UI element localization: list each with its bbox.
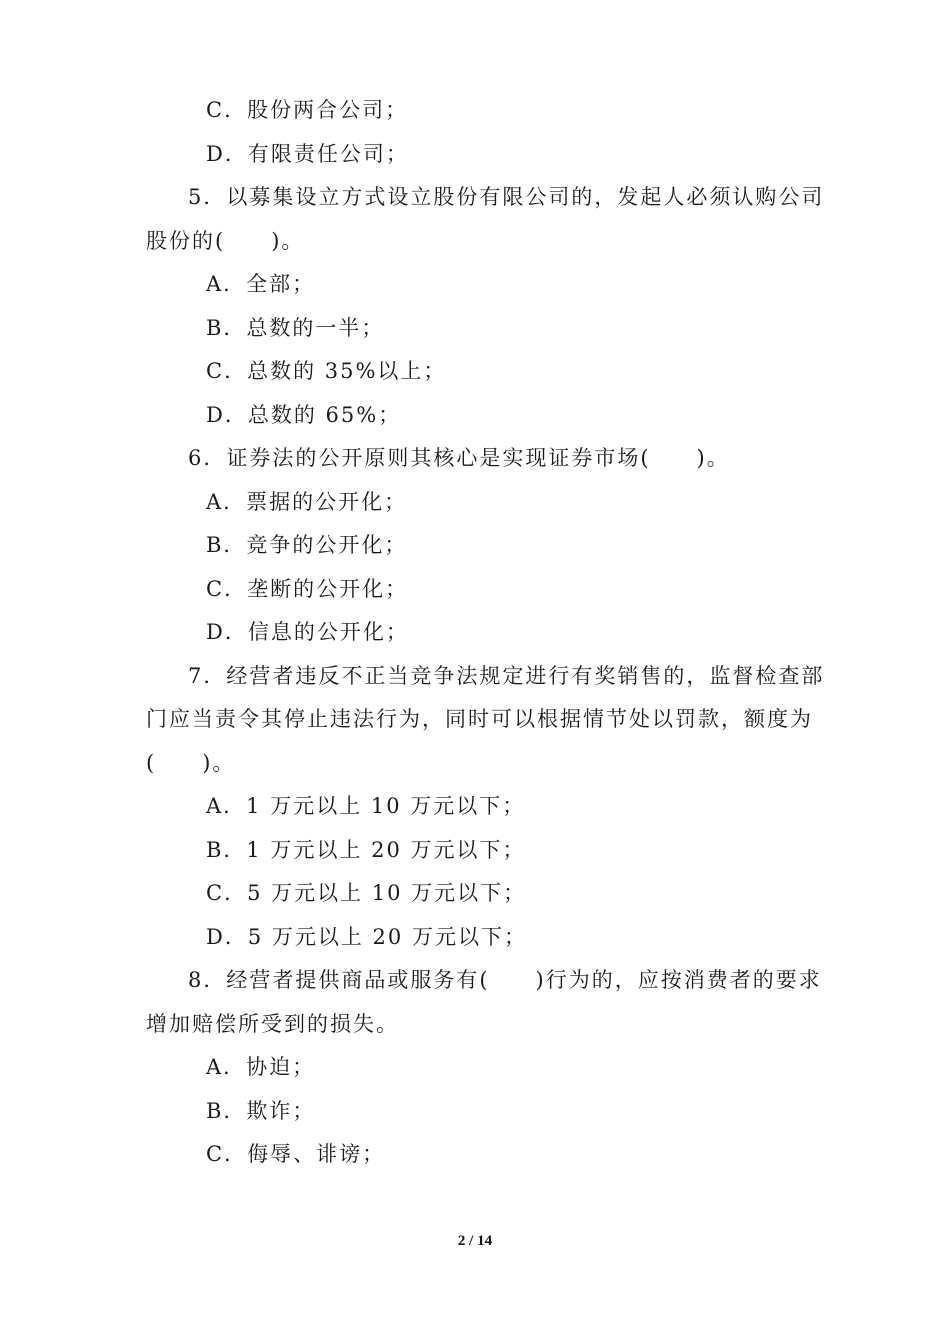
question-continuation: 门应当责令其停止违法行为，同时可以根据情节处以罚款，额度为 <box>146 707 813 731</box>
option-line: B．总数的一半； <box>206 316 385 340</box>
option-line: A．全部； <box>206 272 316 296</box>
question-continuation: ( )。 <box>146 751 236 775</box>
option-line: C．总数的 35%以上； <box>206 359 447 383</box>
option-line: B．欺诈； <box>206 1099 316 1123</box>
option-line: A．票据的公开化； <box>206 490 408 514</box>
option-line: C．侮辱、诽谤； <box>206 1142 386 1166</box>
question-continuation: 增加赔偿所受到的损失。 <box>146 1012 399 1036</box>
option-line: B．1 万元以上 20 万元以下； <box>206 838 526 862</box>
option-line: A．1 万元以上 10 万元以下； <box>206 794 526 818</box>
option-line: D．有限责任公司； <box>206 142 409 166</box>
option-line: B．竞争的公开化； <box>206 533 408 557</box>
option-line: C．5 万元以上 10 万元以下； <box>206 881 527 905</box>
option-line: D．信息的公开化； <box>206 620 409 644</box>
option-line: A．协迫； <box>206 1055 316 1079</box>
option-line: C．垄断的公开化； <box>206 577 409 601</box>
option-line: D．总数的 65%； <box>206 403 402 427</box>
page-number: 2 / 14 <box>457 1233 493 1249</box>
option-line: C．股份两合公司； <box>206 98 409 122</box>
question-line: 5．以募集设立方式设立股份有限公司的，发起人必须认购公司 <box>188 185 825 209</box>
question-continuation: 股份的( )。 <box>146 229 305 253</box>
question-line: 7．经营者违反不正当竞争法规定进行有奖销售的，监督检查部 <box>188 664 825 688</box>
question-line: 8．经营者提供商品或服务有( )行为的，应按消费者的要求 <box>188 968 822 992</box>
question-line: 6．证券法的公开原则其核心是实现证券市场( )。 <box>188 446 730 470</box>
option-line: D．5 万元以上 20 万元以下； <box>206 925 527 949</box>
